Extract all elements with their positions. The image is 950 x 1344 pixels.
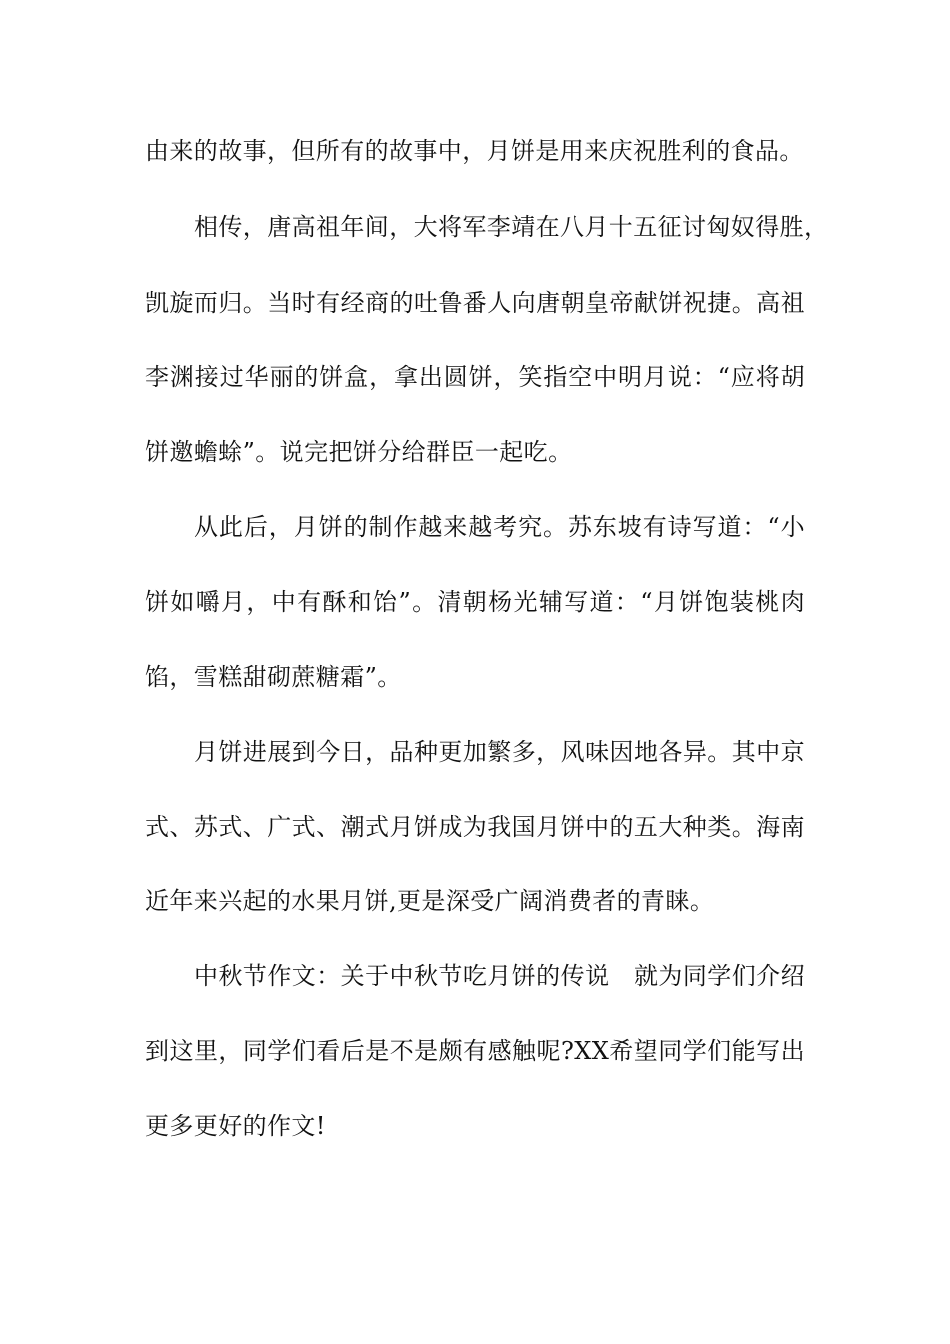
text-line: 式、苏式、广式、潮式月饼成为我国月饼中的五大种类。海南 xyxy=(145,813,805,841)
text-line: 凯旋而归。当时有经商的吐鲁番人向唐朝皇帝献饼祝捷。高祖 xyxy=(145,289,805,317)
paragraph-first-line: 中秋节作文：关于中秋节吃月饼的传说 就为同学们介绍 xyxy=(194,962,805,990)
text-line: 馅，雪糕甜砌蔗糖霜”。 xyxy=(145,663,402,691)
text-line: 李渊接过华丽的饼盒，拿出圆饼，笑指空中明月说：“应将胡 xyxy=(145,363,805,391)
paragraph-first-line: 月饼进展到今日，品种更加繁多，风味因地各异。其中京 xyxy=(194,738,805,766)
text-line: 饼邀蟾蜍”。说完把饼分给群臣一起吃。 xyxy=(145,438,573,466)
text-line: 更多更好的作文! xyxy=(145,1112,326,1140)
text-line: 饼如嚼月，中有酥和饴”。清朝杨光辅写道：“月饼饱装桃肉 xyxy=(145,588,805,616)
paragraph-first-line: 相传，唐高祖年间，大将军李靖在八月十五征讨匈奴得胜， xyxy=(194,213,829,241)
text-line: 到这里，同学们看后是不是颇有感触呢?XX希望同学们能写出 xyxy=(145,1037,805,1065)
text-line: 由来的故事，但所有的故事中，月饼是用来庆祝胜利的食品。 xyxy=(145,137,804,165)
paragraph-first-line: 从此后，月饼的制作越来越考究。苏东坡有诗写道：“小 xyxy=(194,513,805,541)
text-line: 近年来兴起的水果月饼,更是深受广阔消费者的青睐。 xyxy=(145,887,715,915)
